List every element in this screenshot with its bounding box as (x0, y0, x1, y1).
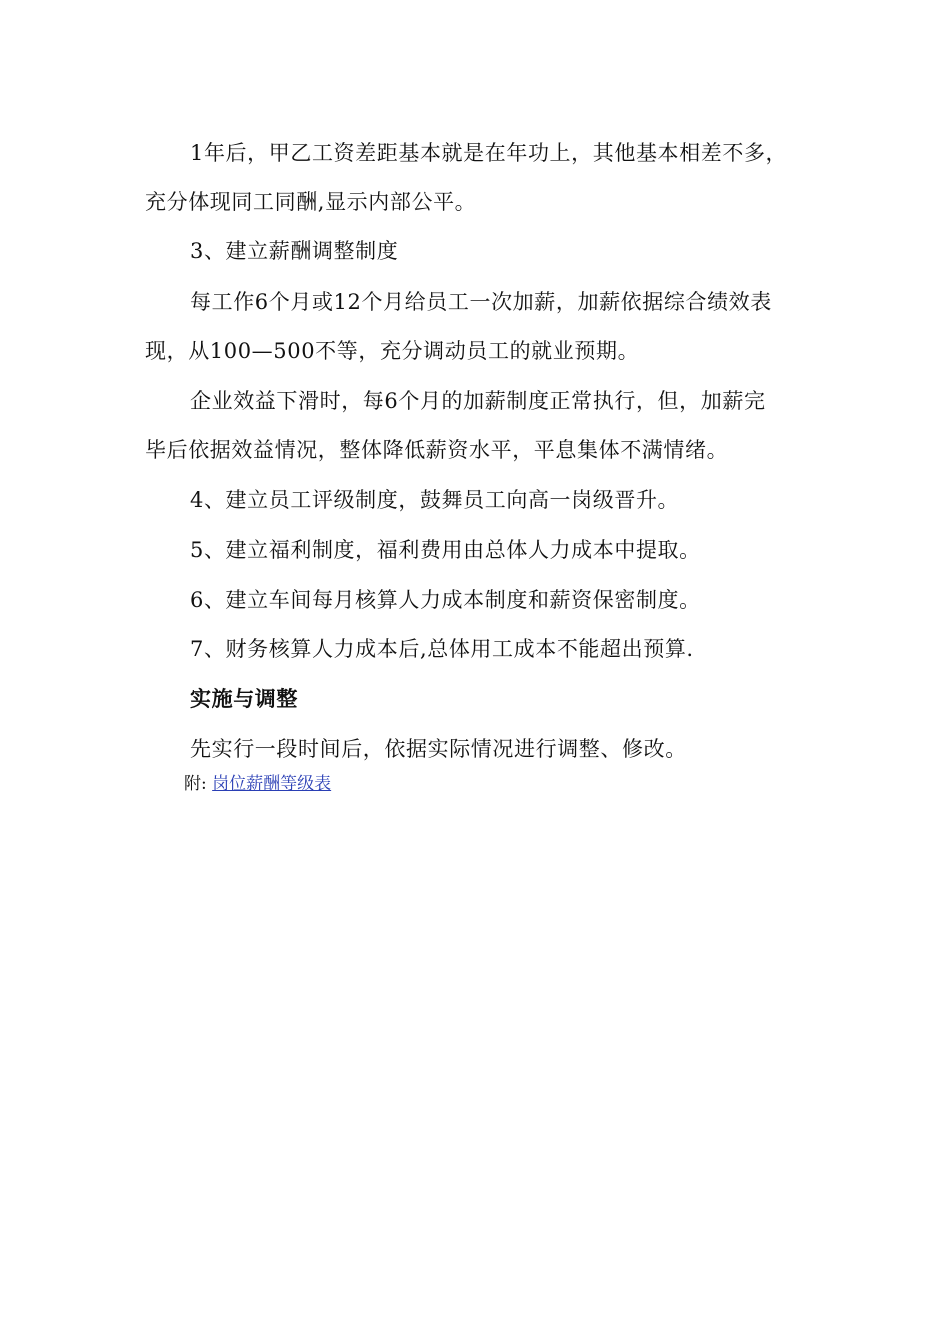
paragraph-2-line-1: 每工作6个月或12个月给员工一次加薪，加薪依据综合绩效表 (190, 290, 772, 314)
item-3-heading: 3、建立薪酬调整制度 (190, 239, 399, 263)
attachment-prefix: 附: (184, 774, 207, 794)
paragraph-2-line-2: 现，从100—500不等，充分调动员工的就业预期。 (145, 339, 640, 363)
paragraph-3-line-1: 企业效益下滑时，每6个月的加薪制度正常执行，但，加薪完 (190, 389, 766, 413)
item-7: 7、财务核算人力成本后,总体用工成本不能超出预算. (190, 637, 694, 661)
attachment-link[interactable]: 岗位薪酬等级表 (212, 774, 332, 794)
item-5: 5、建立福利制度，福利费用由总体人力成本中提取。 (190, 538, 701, 562)
section-heading: 实施与调整 (190, 686, 298, 711)
item-6: 6、建立车间每月核算人力成本制度和薪资保密制度。 (190, 588, 701, 612)
attachment-line (184, 772, 331, 796)
paragraph-1-line-1: 1年后，甲乙工资差距基本就是在年功上，其他基本相差不多， (190, 141, 788, 165)
item-4: 4、建立员工评级制度，鼓舞员工向高一岗级晋升。 (190, 488, 680, 512)
paragraph-1-line-2: 充分体现同工同酬,显示内部公平。 (145, 190, 477, 214)
section-body: 先实行一段时间后，依据实际情况进行调整、修改。 (190, 737, 687, 761)
paragraph-3-line-2: 毕后依据效益情况，整体降低薪资水平，平息集体不满情绪。 (145, 438, 729, 462)
